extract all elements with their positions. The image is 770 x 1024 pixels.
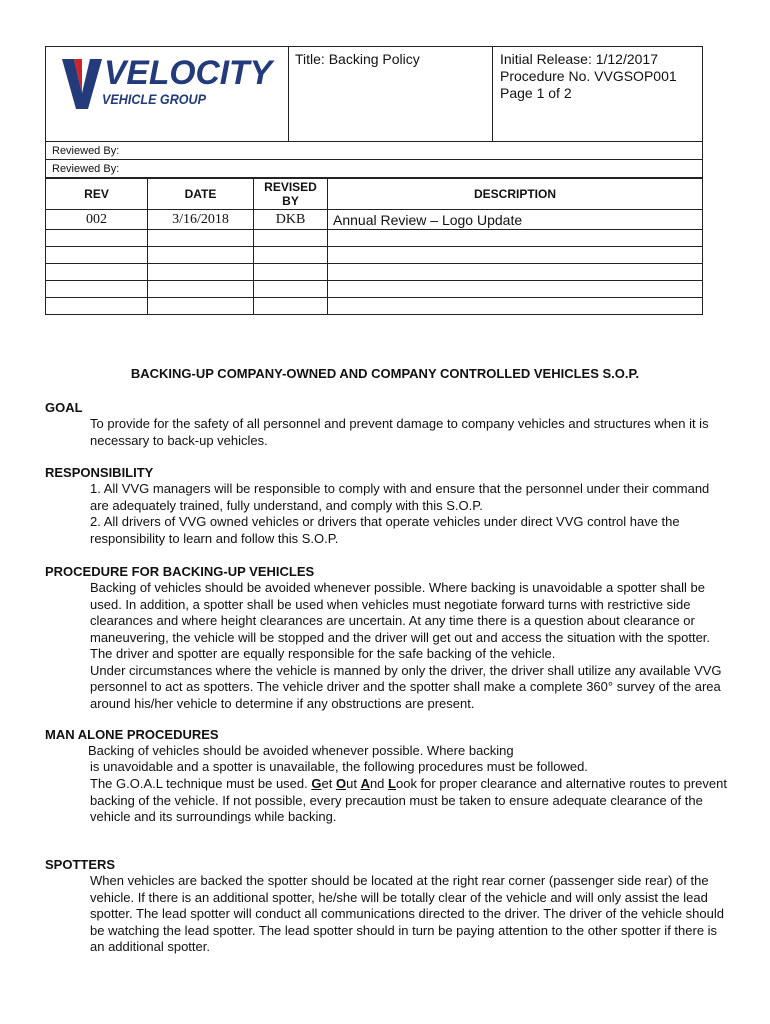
procedure-number: Procedure No. VVGSOP001 xyxy=(500,68,677,84)
description-cell: Annual Review – Logo Update xyxy=(328,210,703,230)
procedure-paragraph: Under circumstances where the vehicle is manned by only the driver, the driver shall utilize any available VVG personnel to act as spotters. The vehicle driver and the spotter shall make a complete 360° survey of the area around his/her vehicle to determine if any obstructions are present. xyxy=(90,662,722,711)
procedure-paragraph: Backing of vehicles should be avoided whenever possible. Where backing is unavoidable a spotter shall be used. In addition, a spotter shall be used when vehicles must negotiate forward turns with restrictive side clearances and where height clearances are uncertain. At any time there is a question about clearance or maneuvering, the vehicle will be stopped and the driver will get out and access the situation with the spotter. The driver and spotter are equally responsible for the safe backing of the vehicle. xyxy=(90,580,711,661)
revision-table xyxy=(45,178,703,315)
spotters-heading: SPOTTERS xyxy=(45,857,116,872)
reviewed-by-line-2: Reviewed By: xyxy=(45,160,703,178)
title-cell xyxy=(289,47,493,141)
table-row xyxy=(46,210,703,230)
document-title: Title: Backing Policy xyxy=(295,51,420,67)
logo-sub-text: VEHICLE GROUP xyxy=(102,91,207,107)
logo-brand-text: VELOCITY xyxy=(104,54,276,92)
table-row xyxy=(46,247,703,264)
responsibility-item: 2. All drivers of VVG owned vehicles or drivers that operate vehicles under direct VVG control have the responsibility to learn and follow this S.O.P. xyxy=(90,514,680,546)
col-rev: REV xyxy=(46,179,148,210)
col-description: DESCRIPTION xyxy=(328,179,703,210)
reviewed-by-line-1: Reviewed By: xyxy=(45,142,703,160)
table-row xyxy=(46,230,703,247)
goal-heading: GOAL xyxy=(45,400,83,415)
col-revised-by: REVISED BY xyxy=(254,179,328,210)
goal-text: To provide for the safety of all personnel and prevent damage to company vehicles and structures when it is necessary to back-up vehicles. xyxy=(90,416,709,448)
release-cell xyxy=(493,47,702,149)
date-cell: 3/16/2018 xyxy=(148,210,254,230)
man-alone-heading: MAN ALONE PROCEDURES xyxy=(45,727,219,742)
table-row xyxy=(46,281,703,298)
procedure-text xyxy=(90,580,730,712)
document-header xyxy=(45,46,703,142)
responsibility-item: 1. All VVG managers will be responsible to comply with and ensure that the personnel under their command are adequately trained, fully understand, and comply with this S.O.P. xyxy=(90,481,710,513)
responsibility-text xyxy=(90,481,730,547)
col-date: DATE xyxy=(148,179,254,210)
logo-cell xyxy=(46,47,289,141)
sop-title: BACKING-UP COMPANY-OWNED AND COMPANY CONTROLLED VEHICLES S.O.P. xyxy=(130,366,640,381)
velocity-logo xyxy=(60,53,278,113)
revised-by-cell: DKB xyxy=(254,210,328,230)
responsibility-heading: RESPONSIBILITY xyxy=(45,465,154,480)
initial-release: Initial Release: 1/12/2017 xyxy=(500,51,658,67)
goal-technique-text: The G.O.A.L technique must be used. Get Out And Look for proper clearance and alternative routes to prevent backing of the vehicle. If not possible, every precaution must be taken to ensure adequate clearance of the vehicle and its surroundings while backing. xyxy=(90,776,727,824)
revision-table-header xyxy=(46,179,703,210)
man-alone-line-1: Backing of vehicles should be avoided whenever possible. Where backing xyxy=(88,743,514,758)
table-row xyxy=(46,264,703,281)
spotters-text: When vehicles are backed the spotter should be located at the right rear corner (passenger side rear) of the vehicle. If there is an additional spotter, he/she will be totally clear of the vehicle and will only assist the lead spotter. The lead spotter will conduct all communications directed to the driver. The driver of the vehicle should be watching the lead spotter. The lead spotter should in turn be paying attention to the other spotter if there is an additional spotter. xyxy=(90,873,724,954)
man-alone-line-2: is unavoidable and a spotter is unavailable, the following procedures must be followed. xyxy=(90,759,588,774)
table-row xyxy=(46,298,703,315)
procedure-heading: PROCEDURE FOR BACKING-UP VEHICLES xyxy=(45,564,315,579)
page-number: Page 1 of 2 xyxy=(500,85,572,101)
rev-cell: 002 xyxy=(46,210,148,230)
